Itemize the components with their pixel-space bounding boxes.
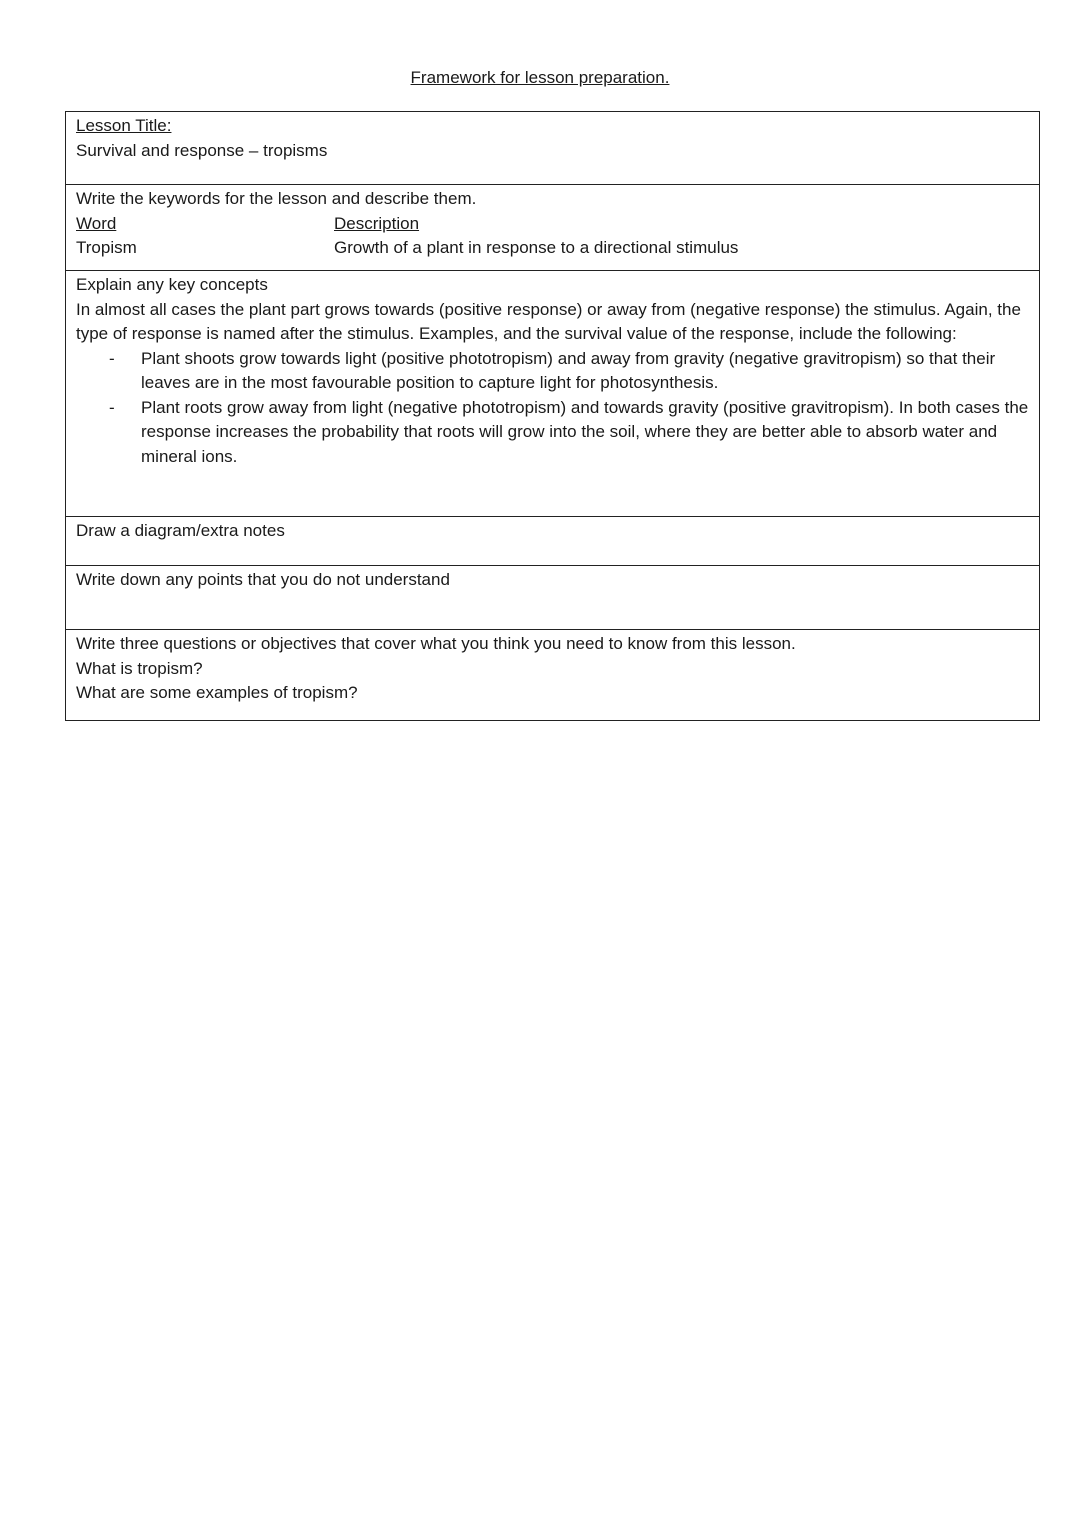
questions-prompt: Write three questions or objectives that cover what you think you need to know from this lesson. [76, 634, 796, 653]
key-concepts-cell [66, 271, 1039, 517]
key-concepts-prompt: Explain any key concepts [76, 275, 268, 294]
document-heading [0, 66, 1080, 90]
keywords-prompt: Write the keywords for the lesson and describe them. [76, 189, 477, 208]
bullet-text: Plant roots grow away from light (negative phototropism) and towards gravity (positive gravitropism). In both cases the response increases the probability that roots will grow into the soil, where they are better able to absorb water and mineral ions. [141, 397, 1029, 466]
question-item: What are some examples of tropism? [76, 683, 358, 702]
lesson-framework-table [65, 111, 1040, 721]
bullet-dash: - [109, 348, 115, 368]
list-item [76, 396, 1029, 470]
lesson-title-cell [66, 112, 1039, 185]
keyword-row [76, 236, 1029, 261]
not-understood-cell[interactable] [66, 566, 1039, 630]
key-concepts-intro: In almost all cases the plant part grows towards (positive response) or away from (negative response) the stimulus. Again, the type of response is named after the stimulus. Examples, and the survival value of the response, include the following: [76, 299, 1021, 343]
not-understood-prompt: Write down any points that you do not understand [76, 570, 450, 589]
document-heading-text: Framework for lesson preparation. [410, 68, 670, 87]
word-column-header: Word [76, 213, 117, 233]
bullet-text: Plant shoots grow towards light (positive phototropism) and away from gravity (negative gravitropism) so that their leaves are in the most favourable position to capture light for photosynthesis. [141, 348, 996, 392]
diagram-notes-prompt: Draw a diagram/extra notes [76, 521, 285, 540]
keyword-word: Tropism [76, 238, 137, 257]
list-item [76, 347, 1029, 396]
lesson-title-label: Lesson Title: [76, 116, 172, 135]
question-item: What is tropism? [76, 658, 203, 678]
key-concepts-bullet-list [76, 347, 1029, 470]
keywords-cell [66, 185, 1039, 271]
questions-cell[interactable] [66, 630, 1039, 720]
keywords-header-row [76, 212, 1029, 237]
description-column-header: Description [334, 213, 420, 233]
diagram-notes-cell[interactable] [66, 517, 1039, 566]
lesson-title-value: Survival and response – tropisms [76, 140, 328, 160]
keyword-description: Growth of a plant in response to a directional stimulus [334, 238, 739, 257]
bullet-dash: - [109, 397, 115, 417]
